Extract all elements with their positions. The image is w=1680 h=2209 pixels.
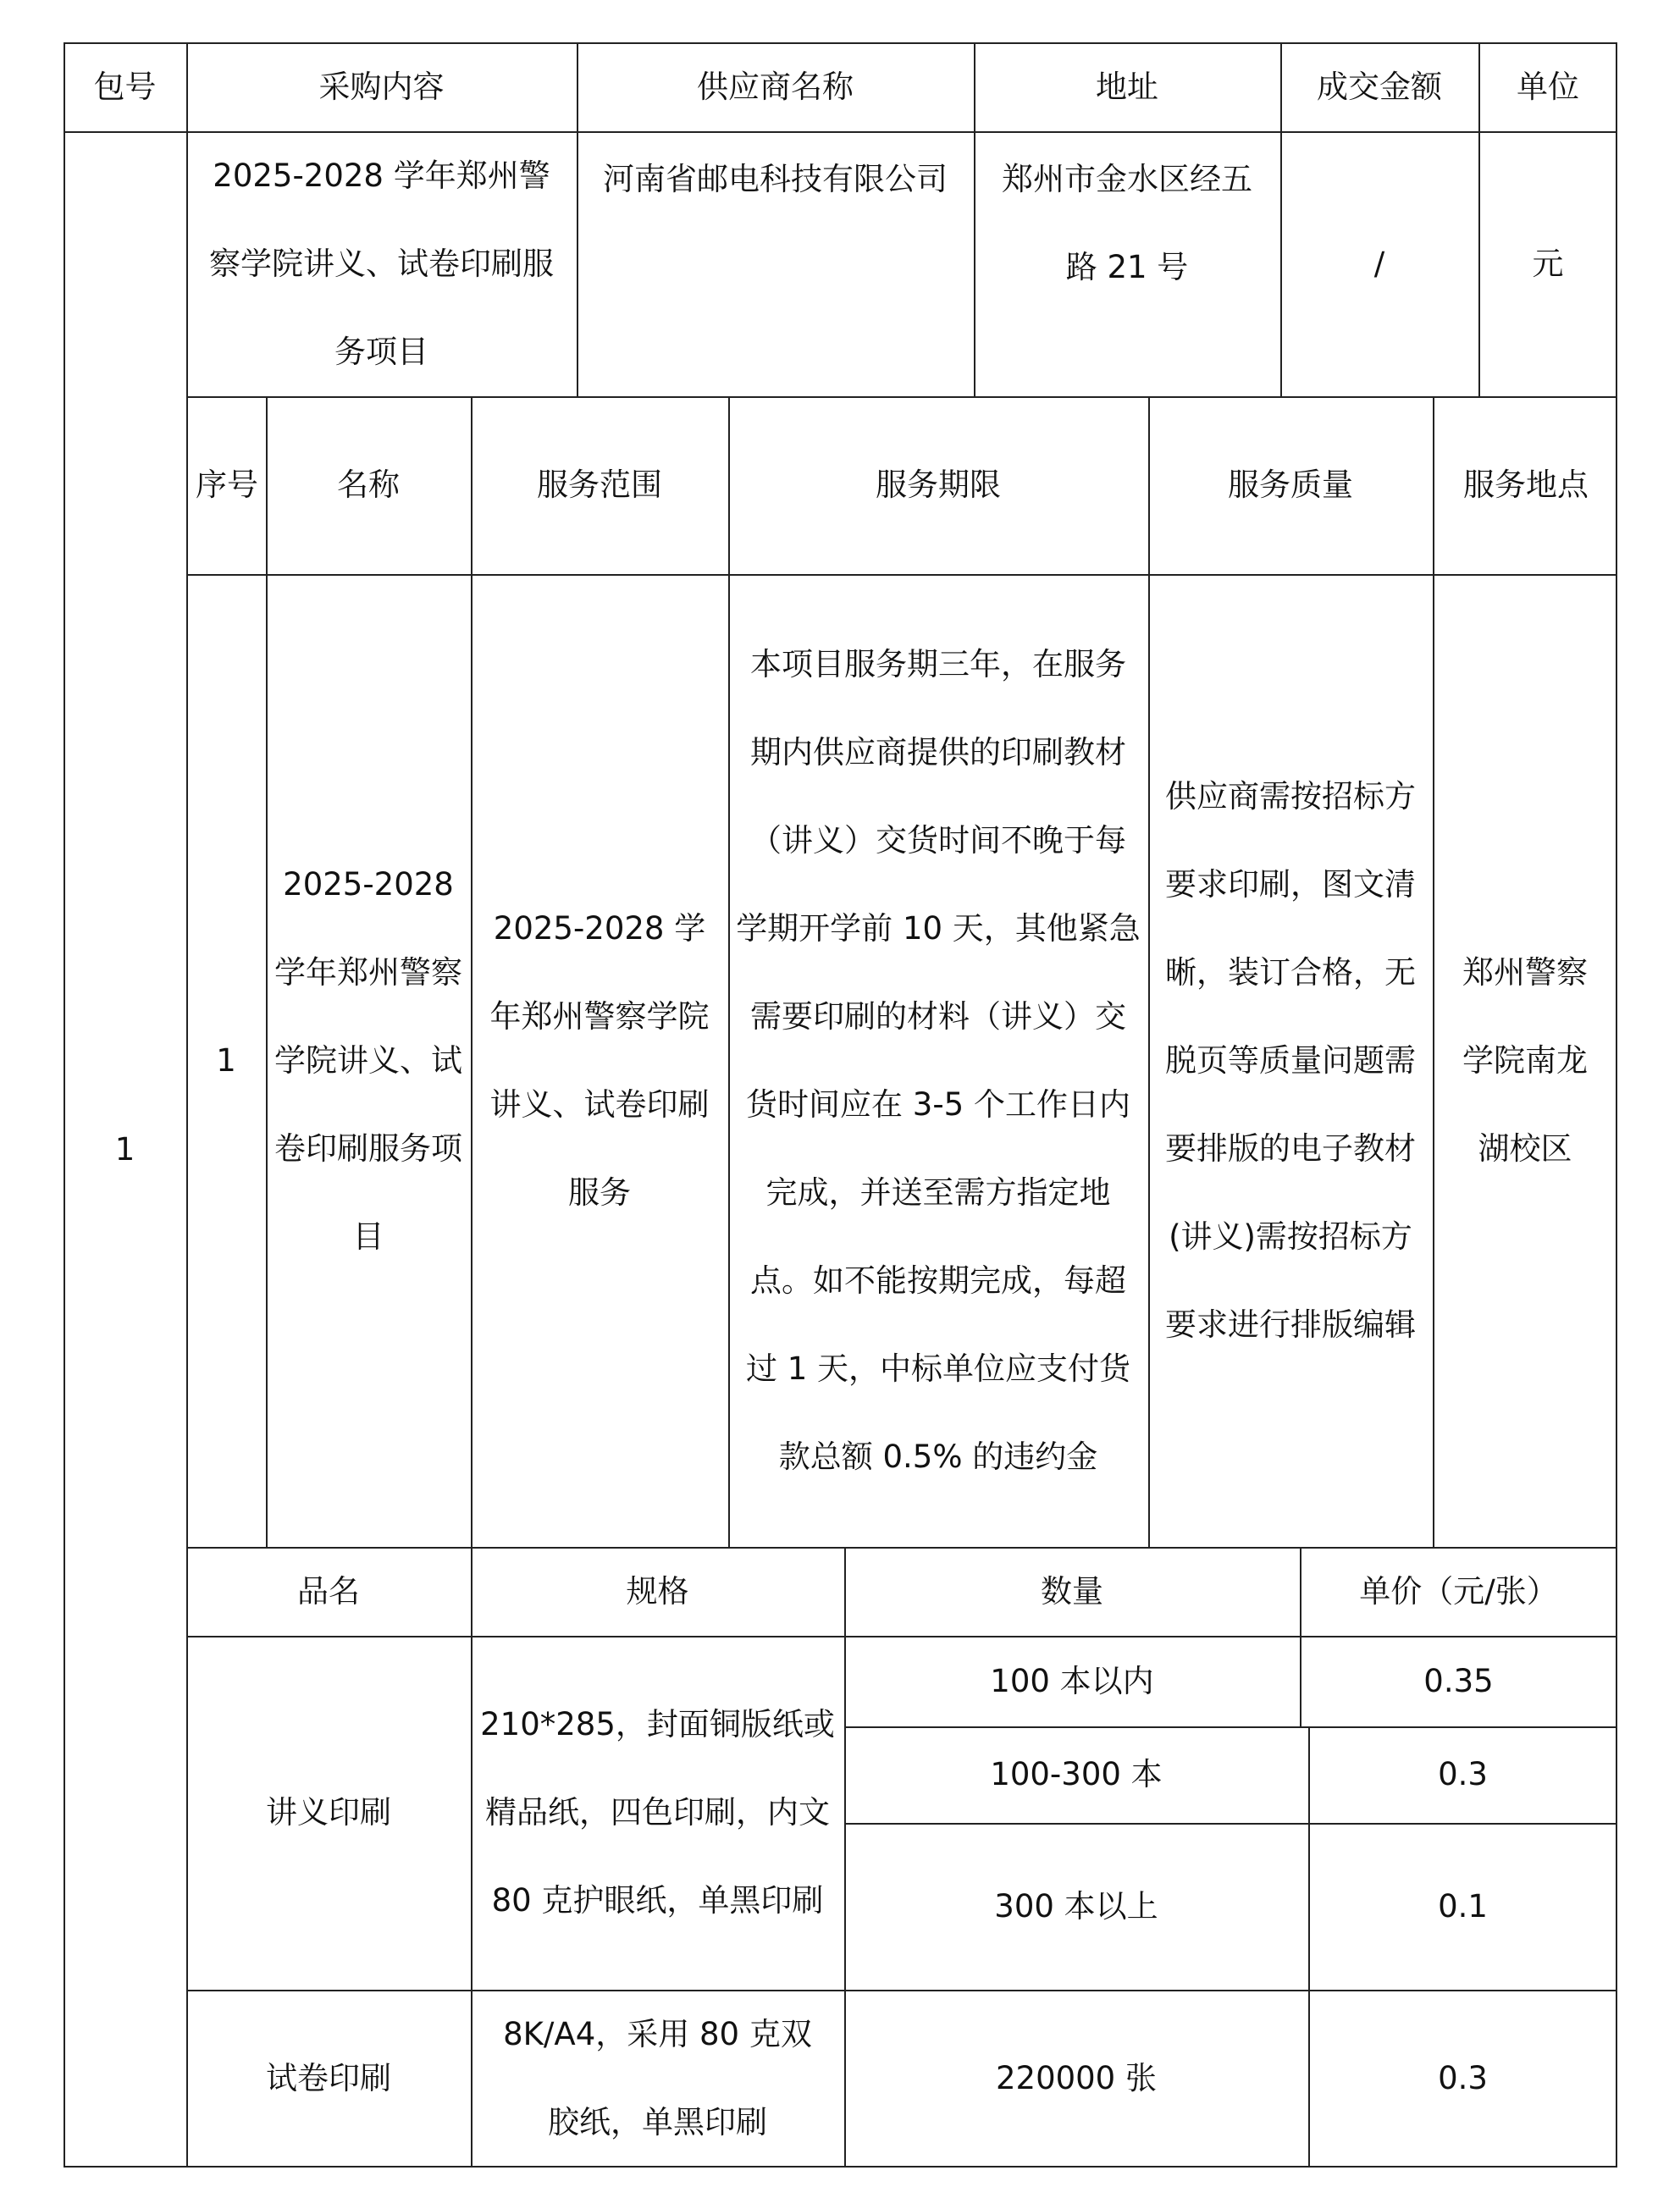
supplier-name: 河南省邮电科技有限公司 <box>603 161 948 197</box>
service-period: 本项目服务期三年，在服务期内供应商提供的印刷教材（讲义）交货时间不晚于每学期开学前 10 天，其他紧急需要印刷的材料（讲义）交货时间应在 3-5 个工作日内完成，并送至需方指定地点。如不能按期完成，每超过 1 天，中标单位应支付货款总额 0.5% 的违约金 <box>736 645 1141 1475</box>
service-quality: 供应商需按招标方要求印刷，图文清晰，装订合格，无脱页等质量问题需要排版的电子教材(讲义)需按招标方要求进行排版编辑 <box>1165 777 1416 1343</box>
price-header-item: 品名 <box>297 1572 360 1610</box>
package-number: 1 <box>114 1130 135 1168</box>
header-address: 地址 <box>1096 68 1158 105</box>
header-package-no: 包号 <box>93 68 157 105</box>
service-header-scope: 服务范围 <box>537 467 662 503</box>
col-divider <box>471 396 472 2168</box>
amount-unit: 元 <box>1532 245 1564 282</box>
exam-spec: 8K/A4，采用 80 克双胶纸，单黑印刷 <box>503 2016 812 2140</box>
header-amount: 成交金额 <box>1317 68 1442 105</box>
header-unit: 单位 <box>1517 68 1579 105</box>
deal-amount: / <box>1373 245 1385 282</box>
exam-price: 0.3 <box>1438 2060 1488 2096</box>
lecture-tier-qty: 100 本以内 <box>990 1662 1154 1699</box>
service-header-seq: 序号 <box>196 467 258 503</box>
service-seq: 1 <box>216 1041 236 1079</box>
lecture-tier-price: 0.35 <box>1423 1662 1494 1699</box>
service-header-quality: 服务质量 <box>1228 467 1353 503</box>
lecture-tier-price: 0.3 <box>1438 1756 1488 1792</box>
price-header-spec: 规格 <box>626 1572 689 1610</box>
service-header-period: 服务期限 <box>876 467 1001 503</box>
service-location: 郑州警察学院南龙湖校区 <box>1462 953 1588 1167</box>
lecture-item: 讲义印刷 <box>266 1794 391 1831</box>
header-supplier: 供应商名称 <box>697 68 854 105</box>
col-divider <box>1433 396 1434 1547</box>
procurement-content: 2025-2028 学年郑州警察学院讲义、试卷印刷服务项目 <box>209 157 554 370</box>
lecture-spec: 210*285，封面铜版纸或精品纸，四色印刷，内文 80 克护眼纸，单黑印刷 <box>480 1706 835 1919</box>
service-scope: 2025-2028 学年郑州警察学院讲义、试卷印刷服务 <box>489 909 710 1211</box>
exam-item: 试卷印刷 <box>266 2060 391 2096</box>
lecture-tier-qty: 100-300 本 <box>990 1756 1163 1792</box>
service-name: 2025-2028 学年郑州警察学院讲义、试卷印刷服务项目 <box>274 865 462 1255</box>
exam-qty: 220000 张 <box>995 2060 1157 2096</box>
price-header-qty: 数量 <box>1041 1572 1103 1610</box>
service-header-name: 名称 <box>337 467 400 503</box>
price-header-price: 单价（元/张） <box>1359 1572 1558 1610</box>
supplier-address: 郑州市金水区经五路 21 号 <box>1002 161 1252 285</box>
lecture-tier-price: 0.1 <box>1438 1887 1488 1925</box>
lecture-tier-qty: 300 本以上 <box>994 1887 1158 1925</box>
service-header-location: 服务地点 <box>1463 467 1589 503</box>
header-content: 采购内容 <box>318 68 445 105</box>
